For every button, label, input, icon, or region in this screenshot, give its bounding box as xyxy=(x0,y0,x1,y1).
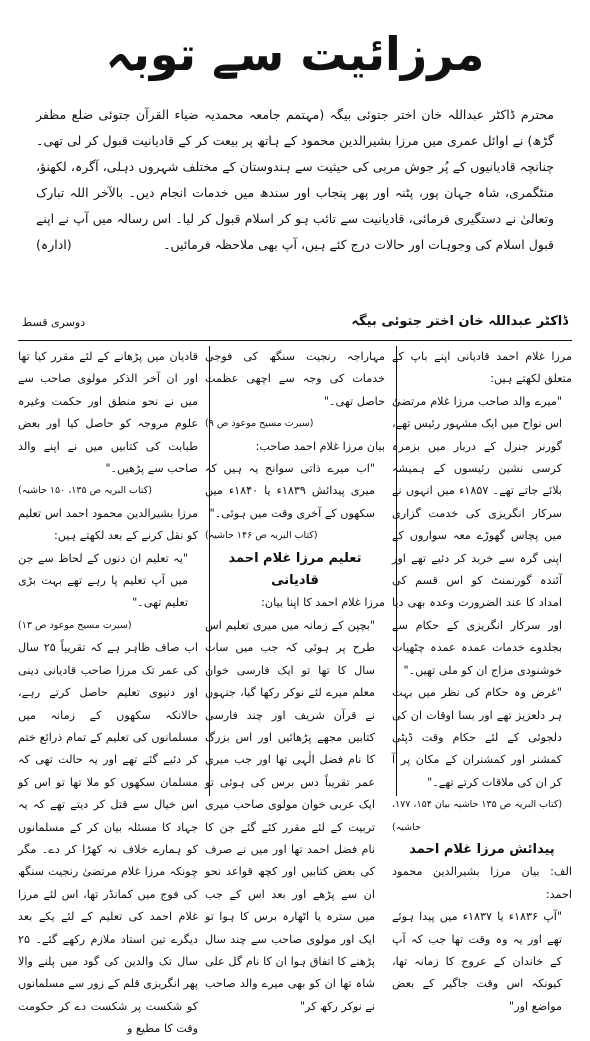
byline-row xyxy=(22,314,568,336)
intro-text: محترم ڈاکٹر عبداللہ خان اختر جتوئی بیگہ (مہتمم جامعہ محمدیہ ضیاء القرآن جتوئی ضلع مظفر گڑھ) نے اوائل عمری میں مرزا بشیرالدین محمود کے ہاتھ پر بیعت کر کے قادیانیت قبول کر لی تھی۔ چنانچہ قادیانیوں کے پُر جوش مربی کی حیثیت سے ہندوستان کے مختلف شہروں دہلی، آگرہ، لکھنؤ، منٹگمری، شاہ جہان پور، پٹنہ اور پھر پنجاب اور سندھ میں خدمات انجام دیں۔ بالآخر اللہ تبارک وتعالیٰ نے دستگیری فرمائی، قادیانیت سے تائب ہو کر اسلام قبول کر لیا۔ اس رسالہ میں آپ نے اپنے قبول اسلام کی وجوہات اور حالات درج کئے ہیں، آپ بھی ملاحظہ فرمائیں۔ xyxy=(36,107,554,252)
installment-label: دوسری قسط xyxy=(22,316,86,329)
paragraph: الف: بیان مرزا بشیرالدین محمود احمد: xyxy=(392,865,572,901)
citation: (سیرت مسیح موعود ص ۱۳) xyxy=(18,619,132,631)
column-divider xyxy=(396,346,397,796)
author-name: ڈاکٹر عبداللہ خان اختر جتوئی بیگہ xyxy=(351,314,568,329)
column-left xyxy=(18,346,199,1036)
column-divider xyxy=(209,346,210,796)
quotation: "یہ تعلیم ان دنوں کے لحاظ سے جن میں آپ تعلیم پا رہے تھے بہت بڑی تعلیم تھی۔" xyxy=(18,551,188,610)
citation: (کتاب البریہ ص ۱۳۵ حاشیہ بیان ۱۵۴، ۱۷۷، حاشیہ) xyxy=(392,799,563,833)
intro-paragraph xyxy=(36,102,554,292)
section-heading: پیدائش مرزا غلام احمد xyxy=(409,841,555,857)
article-title: مرزائیت سے توبہ xyxy=(105,27,485,81)
paragraph: اب صاف ظاہر ہے کہ تقریباً ۲۵ سال کی عمر تک مرزا صاحب قادیانی دینی اور دنیوی تعلیم حاصل کرتے رہے، حالانکہ سکھوں کے زمانہ میں مسلمانوں کی تعلیم کے تمام ذرائع ختم کر دئیے گئے تھے اور یہ حالت تھی کہ مسلمان سکھوں کو ملا تھا تو اس کو اس خیال سے قتل کر دیتے تھے کہ یہ جہاد کا مسئلہ بیان کر کے مسلمانوں کو ہمارے خلاف نہ کھڑا کر دے۔ مگر چونکہ مرزا غلام مرتضیٰ رنجیت سنگھ کی فوج میں کمانڈر تھا، اس لئے مرزا غلام احمد کی تعلیم کے لئے یکے بعد دیگرے تین استاد ملازم رکھے گئے۔ ۲۵ سال تک والدین کی گود میں پلنے والا پھر انگریزی قلم کے زور سے مسلمانوں کو شکست پر شکست دے کر حکومت وقت کا مطیع و xyxy=(18,641,199,1036)
paragraph: مہاراجہ رنجیت سنگھ کی فوجی خدمات کی وجہ سے اچھی عظمت حاصل تھی۔" xyxy=(205,350,385,408)
paragraph: بیان مرزا غلام احمد صاحب: xyxy=(255,439,385,453)
column-middle xyxy=(205,346,385,1013)
paragraph: مرزا بشیرالدین محمود احمد اس تعلیم کو نقل کرنے کے بعد لکھتے ہیں: xyxy=(18,506,198,543)
section-heading: تعلیم مرزا غلام احمد قادیانی xyxy=(228,550,362,589)
editor-note: (ادارہ) xyxy=(36,237,72,252)
citation: (سیرت مسیح موعود ص ۹) xyxy=(205,418,314,430)
header-divider xyxy=(18,340,572,341)
paragraph: مرزا غلام احمد قادیانی اپنے باپ کے متعلق لکھتے ہیں: xyxy=(392,350,572,386)
quotation: "بچپن کے زمانہ میں میری تعلیم اس طرح پر ہوئی کہ جب میں سات سال کا تھا تو ایک فارسی خوان معلم میرے لئے نوکر رکھا گیا، جنہوں نے قرآن شریف اور چند فارسی کتابیں مجھے پڑھائیں اور اس بزرگ کا نام فضل الٰہی تھا اور جب میری عمر تقریباً دس برس کی ہوئی تو ایک عربی خوان مولوی صاحب میری تربیت کے لئے مقرر کئے گئے جن کا نام فضل احمد تھا اور میں نے صرف کی بعض کتابیں اور کچھ قواعد نحو ان سے پڑھے اور بعد اس کے جب میں سترہ یا اٹھارہ برس کا ہوا تو ایک اور مولوی صاحب سے چند سال پڑھنے کا اتفاق ہوا ان کا نام گل علی شاہ تھا ان کو بھی میرے والد صاحب نے نوکر رکھ کر" xyxy=(205,618,375,1013)
paragraph: مرزا غلام احمد کا اپنا بیان: xyxy=(261,596,385,610)
quotation: "اب میرے ذاتی سوانح یہ ہیں کہ میری پیدائش ۱۸۳۹ء یا ۱۸۴۰ء میں سکھوں کے آخری وقت میں ہوئی۔" xyxy=(205,462,375,520)
citation: (کتاب البریہ ص ۱۳۵، ۱۵۰ حاشیہ) xyxy=(18,485,152,497)
column-right xyxy=(392,346,572,1013)
paragraph: قادیان میں پڑھانے کے لئے مقرر کیا تھا اور ان آخر الذکر مولوی صاحب سے میں نے نحو منطق اور حکمت وغیرہ علوم مروجہ کو حاصل کیا اور بعض طبابت کی کتابیں میں نے اپنے والد صاحب سے پڑھیں۔" xyxy=(18,350,198,476)
quotation: "آپ ۱۸۳۶ء یا ۱۸۳۷ء میں پیدا ہوئے تھے اور یہ وہ وقت تھا جب کہ آپ کے خاندان کے عروج کا زمانہ تھا، کیونکہ اس وقت جاگیر کے بعض مواضع اور" xyxy=(392,910,562,1013)
citation: (کتاب البریہ ص ۱۴۶ حاشیہ) xyxy=(205,530,318,542)
quotation: "میرے والد صاحب مرزا غلام مرتضیٰ اس نواح میں ایک مشہور رئیس تھے، گورنر جنرل کے دربار میں بزمرہ کرسی نشین رئیسوں کے ہمیشہ بلائے جاتے تھے۔ ۱۸۵۷ء میں انہوں نے سرکار انگریزی کی خدمت گزاری میں پچاس گھوڑے معہ سواروں کے اپنی گرہ سے خرید کر دئیے تھے اور آئندہ گورنمنٹ کو اس قسم کی امداد کا عند الضرورت وعدہ بھی دیا اور سرکار انگریزی کے حکام سے بجلدوے خدمات عمدہ عمدہ چٹھیات خوشنودی مزاج ان کو ملی تھیں۔" xyxy=(392,394,562,677)
quotation: "غرض وہ حکام کی نظر میں بہت ہر دلعزیز تھے اور بسا اوقات ان کی دلجوئی کے لئے حکام وقت ڈپٹی کمشنر اور کمشنران کے مکان پر آ کر ان کی ملاقات کرتے تھے۔" xyxy=(392,686,562,789)
